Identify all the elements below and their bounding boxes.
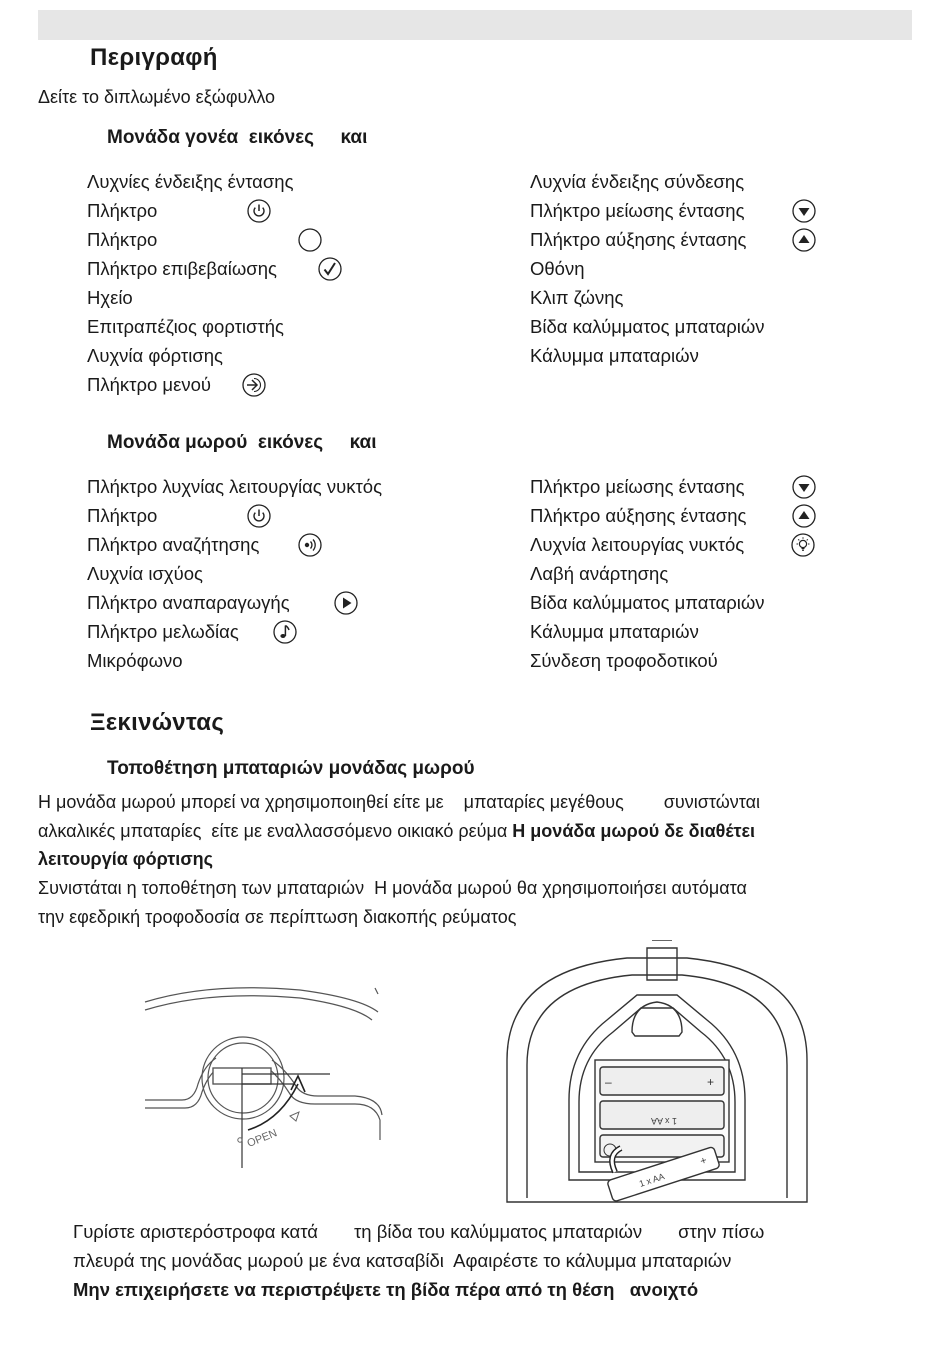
section-title-description: Περιγραφή <box>90 44 218 71</box>
list-item-label: Πλήκτρο μελωδίας <box>87 621 239 642</box>
list-item <box>530 559 765 588</box>
list-item-label: Λαβή ανάρτησης <box>530 563 669 584</box>
description-intro: Δείτε το διπλωμένο εξώφυλλο <box>38 87 276 107</box>
volume-down-icon <box>792 475 816 499</box>
play-icon <box>334 591 358 615</box>
list-item <box>530 196 765 225</box>
list-item <box>530 501 765 530</box>
parent-unit-heading-name: Μονάδα γονέα <box>107 127 239 148</box>
list-item <box>87 312 294 341</box>
baby-unit-heading-figures: εικόνες <box>257 432 324 453</box>
list-item <box>87 472 382 501</box>
caption-line-2: πλευρά της μονάδας μωρού με ένα κατσαβίδι Αφαιρέστε το κάλυμμα μπαταριών <box>73 1250 732 1271</box>
battery-paragraph-text: αλκαλικές μπαταρίες είτε με εναλλασσόμενο οικιακό ρεύμα <box>38 821 513 841</box>
list-item <box>87 283 294 312</box>
battery-compartment-illustration <box>497 940 817 1210</box>
battery-paragraph-line-4: Συνιστάται η τοποθέτηση των μπαταριών Η μονάδα μωρού θα χρησιμοποιήσει αυτόματα <box>38 878 747 898</box>
list-item <box>87 559 382 588</box>
list-item <box>530 588 765 617</box>
volume-up-icon <box>792 228 816 252</box>
power-icon <box>247 504 271 528</box>
parent-unit-left-list <box>87 167 294 399</box>
screw-illustration <box>140 980 385 1175</box>
baby-unit-left-list <box>87 472 382 675</box>
list-item <box>87 167 294 196</box>
parent-unit-right-list <box>530 167 765 370</box>
list-item <box>530 312 765 341</box>
list-item-label: Πλήκτρο αύξησης έντασης <box>530 505 747 526</box>
list-item <box>87 646 382 675</box>
list-item-label: Σύνδεση τροφοδοτικού <box>530 650 718 671</box>
list-item-label: Βίδα καλύμματος μπαταριών <box>530 316 765 337</box>
list-item-label: Πλήκτρο μενού <box>87 374 211 395</box>
list-item <box>87 617 382 646</box>
list-item-label: Πλήκτρο αναζήτησης <box>87 534 260 555</box>
list-item-label: Λυχνίες ένδειξης έντασης <box>87 171 294 192</box>
caption-line-1: Γυρίστε αριστερόστροφα κατά τη βίδα του καλύμματος μπαταριών στην πίσω <box>73 1221 765 1242</box>
list-item-label: Λυχνία φόρτισης <box>87 345 223 366</box>
search-icon <box>298 533 322 557</box>
list-item-label: Πλήκτρο αναπαραγωγής <box>87 592 290 613</box>
list-item <box>87 588 382 617</box>
list-item-label: Κάλυμμα μπαταριών <box>530 621 699 642</box>
battery-minus-sign: – <box>605 1075 612 1089</box>
list-item-label: Πλήκτρο <box>87 200 158 221</box>
list-item <box>530 167 765 196</box>
battery-paragraph-line-3: λειτουργία φόρτισης <box>38 849 213 869</box>
section-title-getting-started: Ξεκινώντας <box>90 709 225 736</box>
list-item <box>87 341 294 370</box>
battery-paragraph-line-1: Η μονάδα μωρού μπορεί να χρησιμοποιηθεί είτε με μπαταρίες μεγέθους συνιστώνται <box>38 792 761 812</box>
parent-unit-heading <box>107 127 367 149</box>
list-item-label: Μικρόφωνο <box>87 650 183 671</box>
battery-paragraph-warning: Η μονάδα μωρού δε διαθέτει <box>512 821 756 841</box>
parent-unit-heading-and: και <box>340 127 368 148</box>
list-item-label: Πλήκτρο <box>87 229 158 250</box>
night-light-icon <box>791 533 815 557</box>
battery-paragraph-line-2 <box>38 817 755 846</box>
battery-loose-label: 1 x AA <box>637 1171 666 1189</box>
list-item <box>87 530 382 559</box>
list-item <box>530 530 765 559</box>
volume-down-icon <box>792 199 816 223</box>
battery-paragraph-line-5: την εφεδρική τροφοδοσία σε περίπτωση διακοπής ρεύματος <box>38 907 517 927</box>
list-item <box>530 341 765 370</box>
list-item-label: Βίδα καλύμματος μπαταριών <box>530 592 765 613</box>
list-item <box>530 254 765 283</box>
list-item <box>87 196 294 225</box>
baby-unit-heading-name: Μονάδα μωρού <box>107 432 248 453</box>
blank-circle-icon <box>298 228 322 252</box>
list-item-label: Κάλυμμα μπαταριών <box>530 345 699 366</box>
battery-inner-label: 1 x AA <box>650 1116 677 1126</box>
battery-plus-sign: + <box>707 1075 715 1089</box>
list-item <box>530 617 765 646</box>
power-icon <box>247 199 271 223</box>
list-item-label: Κλιπ ζώνης <box>530 287 624 308</box>
baby-unit-heading-and: και <box>349 432 377 453</box>
list-item-label: Πλήκτρο <box>87 505 158 526</box>
check-icon <box>318 257 342 281</box>
list-item-label: Πλήκτρο επιβεβαίωσης <box>87 258 277 279</box>
list-item <box>530 472 765 501</box>
list-item-label: Πλήκτρο μείωσης έντασης <box>530 476 745 497</box>
list-item-label: Πλήκτρο λυχνίας λειτουργίας νυκτός <box>87 476 382 497</box>
baby-unit-right-list <box>530 472 765 675</box>
list-item-label: Λυχνία λειτουργίας νυκτός <box>530 534 745 555</box>
parent-unit-heading-figures: εικόνες <box>248 127 315 148</box>
list-item <box>530 646 765 675</box>
list-item-label: Λυχνία ισχύος <box>87 563 203 584</box>
list-item-label: Πλήκτρο αύξησης έντασης <box>530 229 747 250</box>
list-item <box>87 225 294 254</box>
battery-install-heading: Τοποθέτηση μπαταριών μονάδας μωρού <box>107 758 475 779</box>
list-item <box>87 254 294 283</box>
open-label: OPEN <box>245 1127 279 1150</box>
list-item <box>530 283 765 312</box>
melody-icon <box>273 620 297 644</box>
volume-up-icon <box>792 504 816 528</box>
menu-icon <box>242 373 266 397</box>
svg-text:+: + <box>698 1154 709 1168</box>
list-item-label: Λυχνία ένδειξης σύνδεσης <box>530 171 745 192</box>
list-item-label: Ηχείο <box>87 287 133 308</box>
list-item <box>87 370 294 399</box>
baby-unit-heading <box>107 432 377 454</box>
list-item-label: Οθόνη <box>530 258 585 279</box>
list-item-label: Επιτραπέζιος φορτιστής <box>87 316 284 337</box>
header-bar <box>38 10 912 40</box>
list-item <box>87 501 382 530</box>
caption-warning: Μην επιχειρήσετε να περιστρέψετε τη βίδα πέρα από τη θέση ανοιχτό <box>73 1279 699 1300</box>
list-item <box>530 225 765 254</box>
list-item-label: Πλήκτρο μείωσης έντασης <box>530 200 745 221</box>
